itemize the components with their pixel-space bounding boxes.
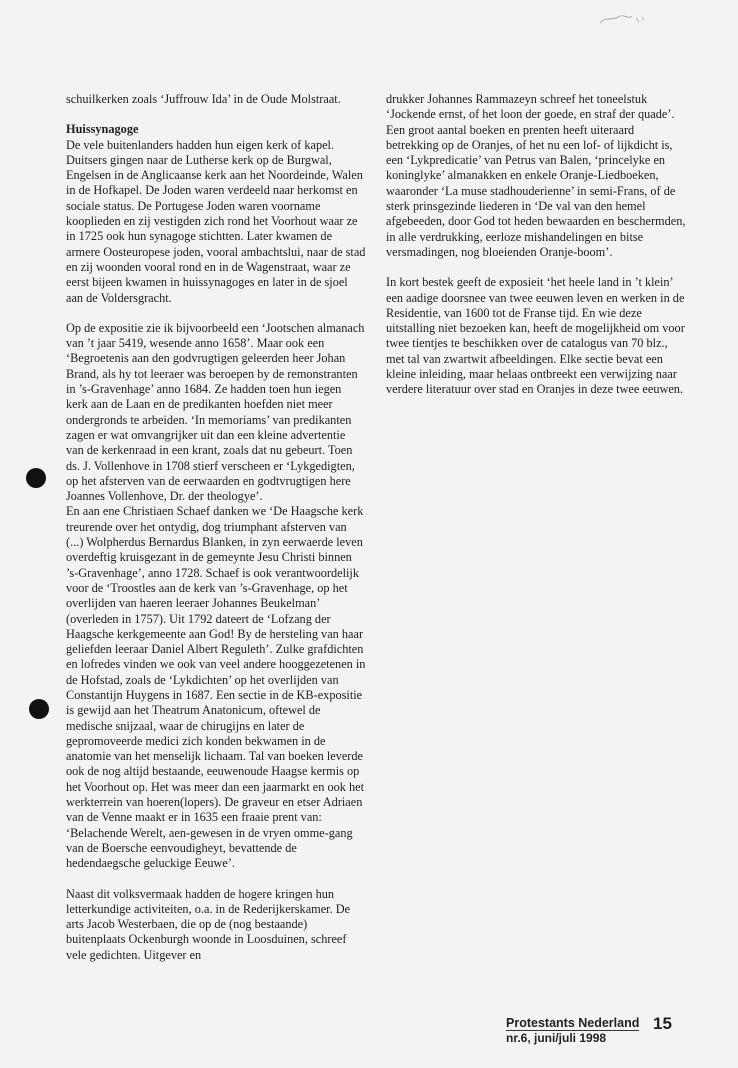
- punch-hole: [29, 699, 49, 719]
- paragraph: En aan ene Christiaen Schaef danken we ‘De Haagsche kerk treurende over het ontydig, dog triumphant afsterven van (...) Wolpherdus Bernardus Blanken, in zyn eerwaerde leven overdeftig kruisgezant in de gemeynte Jesu Christi binnen ’s-Gravenhage’, anno 1728. Schaef is ook verantwoordelijk voor de ‘Troostles aan de kerk van ’s-Gravenhage, op het overlijden van haeren leeraer Johannes Beukelman’ (overleden in 1757). Uit 1792 dateert de ‘Lofzang der Haagsche kerkgemeente aan God! By de hersteling van haar geliefden leeraar Daniel Albert Reguleth’. Zulke grafdichten en lofredes vinden we ook van veel andere hooggezetenen in de Hofstad, zoals de ‘Lykdichten’ op het overlijden van Constantijn Huygens in 1687. Een sectie in de KB-expositie is gewijd aan het Theatrum Anatonicum, oftewel de medische snijzaal, waar de chirugijns en later de gepromoveerde medici zich konden bekwamen in de anatomie van het menselijk lichaam. Tal van boeken leverde ook de nog altijd bestaande, eeuwenoude Haagse kermis op het Voorhout op. Het was meer dan een jaarmarkt en ook het werkterrein van hoeren(lopers). De graveur en etser Adriaen van de Venne maakt er in 1635 een fraaie prent van: ‘Belachende Werelt, aen-gewesen in de vryen omme-gang van de Boersche eenvoudigheyt, bevattende de hedendaegsche geluckige Eeuwe’.: [66, 504, 366, 871]
- intro-paragraph: schuilkerken zoals ‘Juffrouw Ida’ in de Oude Molstraat.: [66, 92, 341, 106]
- page-number: 15: [653, 1014, 672, 1033]
- footer: [506, 1016, 639, 1045]
- issue-info: nr.6, juni/juli 1998: [506, 1030, 639, 1045]
- section-heading: Huissynagoge: [66, 122, 139, 137]
- right-column: [386, 92, 686, 413]
- paragraph: drukker Johannes Rammazeyn schreef het toneelstuk ‘Jockende ernst, of het loon der goede, en straf der quade’. Een groot aantal boeken en prenten heeft uiteraard betrekking op de Oranjes, of het nu een lof- of lijkdicht is, een ‘Lykpredicatie’ van Petrus van Balen, ‘princelyke en koninglyke’ almanakken en enkele Oranje-Liedboeken, waaronder ‘La muse stadhouderienne’ in semi-Frans, of de sterk prinsgezinde liederen in ‘De val van den hemel afgebeeden, door God tot heden bewaarden en beschermden, in alle verdrukking, eerloze mishandelingen en bitse versmadingen, nog bloeienden Oranje-boom’.: [386, 92, 686, 259]
- punch-hole: [26, 468, 46, 488]
- paragraph: Naast dit volksvermaak hadden de hogere kringen hun letterkundige activiteiten, o.a. in de Rederijkerskamer. De arts Jacob Westerbaen, die op de (nog bestaande) buitenplaats Ockenburgh woonde in Loosduinen, schreef vele gedichten. Uitgever en: [66, 886, 351, 962]
- paragraph: Op de expositie zie ik bijvoorbeeld een ‘Jootschen almanach van ’t jaar 5419, wesende anno 1658’. Maar ook een ‘Begroetenis aan den godvrugtigen geleerden heer Johan Brand, als hy tot leeraer was beroepen by de remonstranten in ’s-Gravenhage’ anno 1684. Ze hadden toen hun iegen kerk aan de Laan en de predikanten hoefden niet meer ondergronds te arbeiden. ‘In memoriams’ van predikanten zagen er wat omvangrijker uit dan een kleine advertentie van de kerkenraad in een krant, zoals dat nu gebeurt. Toen ds. J. Vollenhove in 1708 stierf verscheen er ‘Lykgedigten, op het afsterven van de eerwaarden en godtvrugtigen here Joannes Vollenhove, Dr. der theologye’.: [66, 320, 365, 504]
- paragraph: De vele buitenlanders hadden hun eigen kerk of kapel. Duitsers gingen naar de Lutherse kerk op de Burgwal, Engelsen in de Anglicaanse kerk aan het Noordeinde, Walen in de Hofkapel. De Joden waren verdeeld naar herkomst en sociale status. De Portugese Joden waren voorname kooplieden en zij vestigden zich rond het Voorhout waar ze in 1725 ook hun synagoge stichtten. Later kwamen de armere Oosteuropese joden, vooral ambachtslui, naar de stad en zij woonden vooral rond en in de Wagenstraat, waar ze eerst bijeen kwamen in huissynagoges en later in de sjoel aan de Voldersgracht.: [66, 137, 366, 305]
- left-column: [66, 92, 366, 978]
- magazine-title: Protestants Nederland: [506, 1016, 640, 1030]
- handwritten-mark: [598, 12, 648, 26]
- paragraph: In kort bestek geeft de exposieit ‘het heele land in ’t klein’ een aadige doorsnee van twee eeuwen leven en werken in de Residentie, van 1600 tot de Franse tijd. En wie deze uitstalling niet bezoeken kan, heeft de mogelijkheid om voor twee tientjes te beschikken over de catalogus van 70 blz., met tal van zwartwit afbeeldingen. Elke sectie bevat een kleine inleiding, maar helaas ontbreekt een verwijzing naar verdere literatuur over stad en Oranjes in deze twee eeuwen.: [386, 275, 685, 397]
